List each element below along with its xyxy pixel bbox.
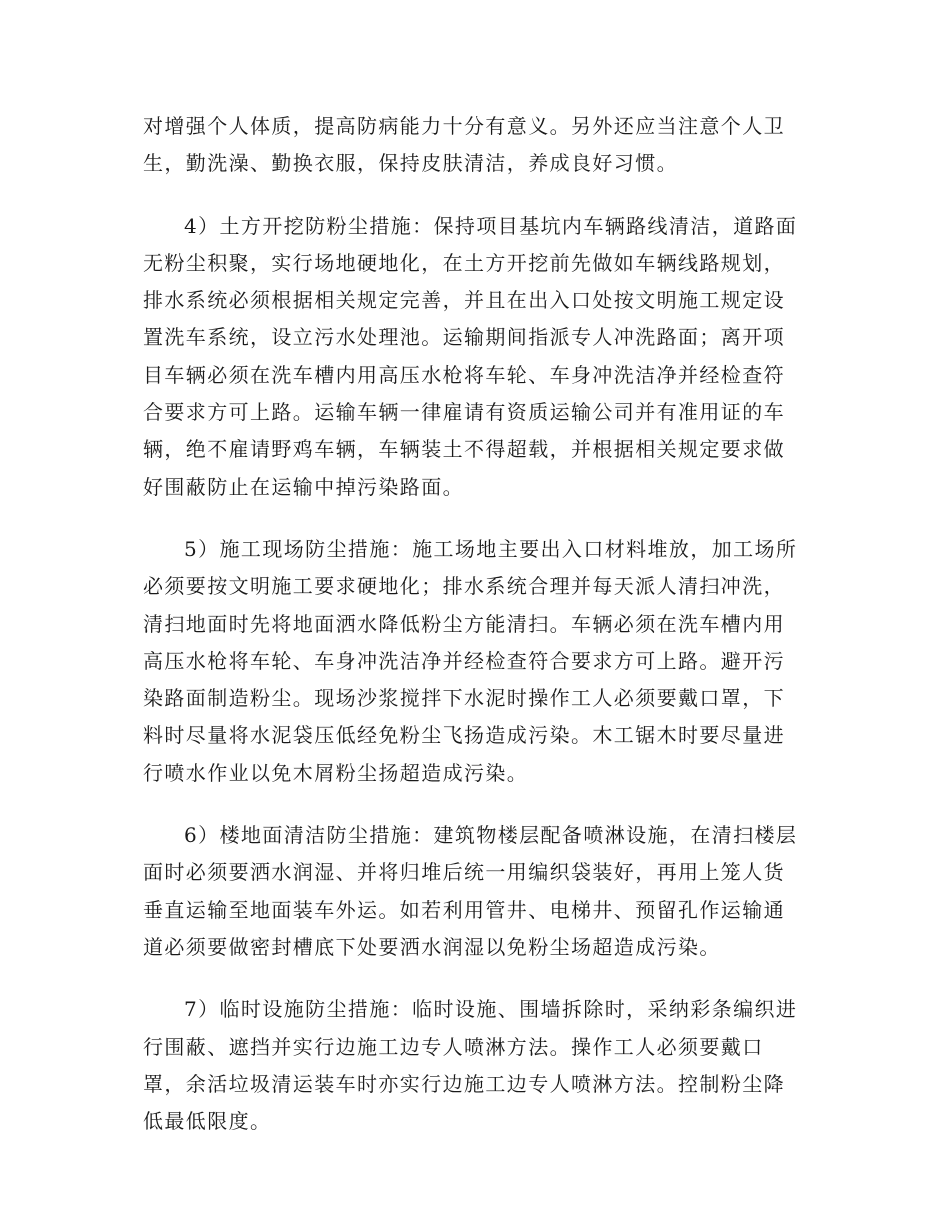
text-line: 低最低限度。 (143, 1109, 272, 1134)
paragraph-spacer (143, 966, 813, 991)
text-line: 清扫地面时先将地面洒水降低粉尘方能清扫。车辆必须在洗车槽内用 (143, 611, 785, 636)
paragraph-intro (143, 108, 813, 183)
paragraph-item-7 (143, 991, 813, 1140)
text-line: 排水系统必须根据相关规定完善，并且在出入口处按文明施工规定设 (143, 288, 785, 313)
text-line: 行围蔽、遮挡并实行边施工边专人喷淋方法。操作工人必须要戴口 (143, 1034, 764, 1059)
text-line: 置洗车系统，设立污水处理池。运输期间指派专人冲洗路面；离开项 (143, 325, 785, 350)
text-line: 辆，绝不雇请野鸡车辆，车辆装土不得超载，并根据相关规定要求做 (143, 437, 785, 462)
text-line: 面时必须要洒水润湿、并将归堆后统一用编织袋装好，再用上笼人货 (143, 860, 785, 885)
text-line: 罩，余活垃圾清运装车时亦实行边施工边专人喷淋方法。控制粉尘降 (143, 1071, 785, 1096)
text-line: 5）施工现场防尘措施：施工场地主要出入口材料堆放，加工场所 (184, 536, 798, 561)
paragraph-spacer (143, 183, 813, 208)
paragraph-item-5 (143, 531, 813, 792)
text-line: 道必须要做密封槽底下处要洒水润湿以免粉尘场超造成污染。 (143, 934, 721, 959)
text-line: 无粉尘积聚，实行场地硬地化，在土方开挖前先做如车辆线路规划， (143, 250, 785, 275)
text-line: 合要求方可上路。运输车辆一律雇请有资质运输公司并有准用证的车 (143, 400, 785, 425)
text-line: 高压水枪将车轮、车身冲洗洁净并经检查符合要求方可上路。避开污 (143, 648, 785, 673)
text-line: 7）临时设施防尘措施：临时设施、围墙拆除时，采纳彩条编织进 (184, 997, 798, 1022)
document-body (143, 108, 813, 1140)
text-line: 6）楼地面清洁防尘措施：建筑物楼层配备喷淋设施，在清扫楼层 (184, 823, 798, 848)
text-line: 垂直运输至地面装车外运。如若利用管井、电梯井、预留孔作运输通 (143, 897, 785, 922)
paragraph-item-6 (143, 817, 813, 966)
paragraph-item-4 (143, 208, 813, 506)
text-line: 生，勤洗澡、勤换衣服，保持皮肤清洁，养成良好习惯。 (143, 151, 678, 176)
text-line: 料时尽量将水泥袋压低经免粉尘飞扬造成污染。木工锯木时要尽量进 (143, 723, 785, 748)
text-line: 目车辆必须在洗车槽内用高压水枪将车轮、车身冲洗洁净并经检查符 (143, 362, 785, 387)
text-line: 必须要按文明施工要求硬地化；排水系统合理并每天派人清扫冲洗， (143, 574, 785, 599)
paragraph-spacer (143, 792, 813, 817)
paragraph-spacer (143, 506, 813, 531)
text-line: 对增强个人体质，提高防病能力十分有意义。另外还应当注意个人卫 (143, 114, 785, 138)
text-line: 行喷水作业以免木屑粉尘扬超造成污染。 (143, 760, 529, 785)
text-line: 好围蔽防止在运输中掉污染路面。 (143, 474, 464, 499)
text-line: 染路面制造粉尘。现场沙浆搅拌下水泥时操作工人必须要戴口罩，下 (143, 686, 785, 711)
text-line: 4）土方开挖防粉尘措施：保持项目基坑内车辆路线清洁，道路面 (184, 213, 798, 238)
